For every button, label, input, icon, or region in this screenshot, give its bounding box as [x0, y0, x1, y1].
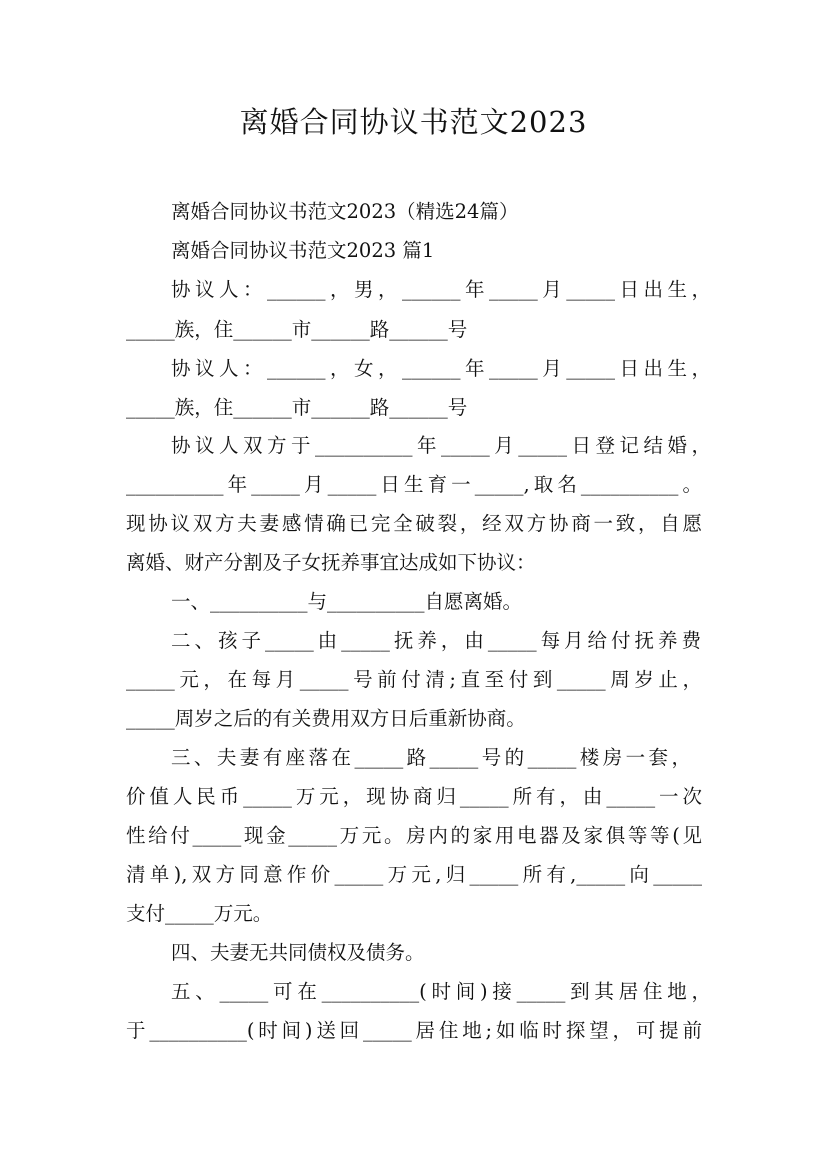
- paragraph-line: _____族，住______市______路______号: [126, 318, 468, 341]
- paragraph-line: 价值人民币_____万元，现协商归_____所有，由_____一次: [126, 785, 702, 808]
- paragraph-line: 协议人双方于__________年_____月_____日登记结婚，: [171, 434, 711, 457]
- paragraph-line: 协议人：______，男，______年_____月_____日出生，: [171, 278, 711, 301]
- clause-line: 二、孩子_____由_____抚养，由_____每月给付抚养费: [171, 629, 701, 652]
- paragraph-line: 于__________(时间)送回_____居住地;如临时探望，可提前: [126, 1019, 702, 1042]
- clause-line: 三、夫妻有座落在_____路_____号的_____楼房一套，: [171, 746, 691, 769]
- paragraph-line: 离婚、财产分割及子女抚养事宜达成如下协议：: [126, 551, 536, 574]
- paragraph-line: 现协议双方夫妻感情确已完全破裂，经双方协商一致，自愿: [126, 512, 702, 535]
- clause-line: 五、_____可在__________(时间)接_____到其居住地，: [171, 980, 711, 1003]
- paragraph-line: 支付_____万元。: [126, 902, 273, 925]
- paragraph-line: 清单),双方同意作价_____万元,归_____所有,_____向_____: [126, 863, 702, 886]
- subtitle-line: 离婚合同协议书范文2023（精选24篇）: [171, 200, 519, 223]
- section-heading: 离婚合同协议书范文2023 篇1: [171, 239, 435, 262]
- clause-line: 一、__________与__________自愿离婚。: [171, 590, 523, 613]
- paragraph-line: 协议人：______，女，______年_____月_____日出生，: [171, 357, 711, 380]
- paragraph-line: _____周岁之后的有关费用双方日后重新协商。: [126, 707, 526, 730]
- paragraph-line: 性给付_____现金_____万元。房内的家用电器及家俱等等(见: [126, 824, 702, 847]
- clause-line: 四、夫妻无共同债权及债务。: [171, 941, 425, 964]
- paragraph-line: _____族，住______市______路______号: [126, 396, 468, 419]
- paragraph-line: _____元，在每月_____号前付清;直至付到_____周岁止，: [126, 668, 702, 691]
- paragraph-line: __________年_____月_____日生育一_____,取名__________。: [126, 473, 702, 496]
- document-title: 离婚合同协议书范文2023: [239, 105, 588, 139]
